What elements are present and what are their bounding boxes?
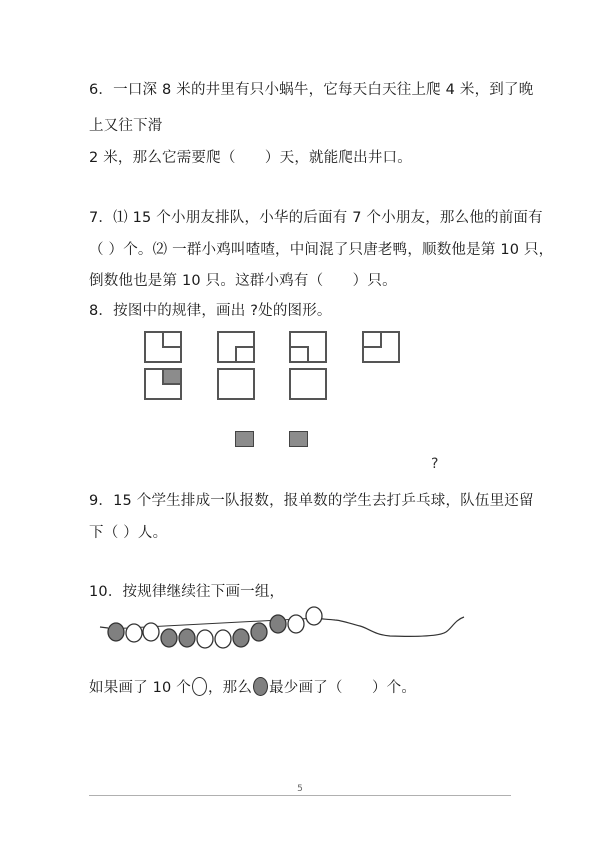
q9-line-2: 下（ ）人。 (89, 525, 168, 541)
gray-circle-icon (253, 677, 268, 696)
q10-text-a: 如果画了 10 个 (89, 680, 191, 696)
q10-text-b: ，那么 (207, 680, 253, 696)
page-number: 5 (297, 784, 303, 794)
bead-gray (179, 629, 195, 647)
bead-white (197, 630, 213, 648)
bead-white (288, 615, 304, 633)
bead-white (143, 623, 159, 641)
footer-divider (89, 795, 511, 796)
q7-line-1: 7．⑴ 15 个小朋友排队，小华的后面有 7 个小朋友，那么他的前面有 (89, 210, 543, 226)
white-circle-icon (192, 677, 207, 696)
q10-line-1: 10．按规律继续往下画一组， (89, 584, 285, 600)
q9-line-1: 9．15 个学生排成一队报数，报单数的学生去打乒乓球，队伍里还留 (89, 493, 534, 509)
bead-white (126, 624, 142, 642)
q6-line-3: 2 米，那么它需要爬（ ）天，就能爬出井口。 (89, 150, 412, 166)
beads (108, 607, 322, 648)
q6-line-2: 上又往下滑 (89, 118, 163, 134)
q10-line-2 (89, 676, 416, 697)
bead-gray (161, 629, 177, 647)
bead-white (306, 607, 322, 625)
bead-gray (270, 615, 286, 633)
bead-gray (108, 623, 124, 641)
bead-gray (233, 629, 249, 647)
bead-white (215, 630, 231, 648)
q7-line-3: 倒数他也是第 10 只。这群小鸡有（ ）只。 (89, 273, 397, 289)
bead-gray (251, 623, 267, 641)
q7-line-2: （ ）个。⑵ 一群小鸡叫喳喳，中间混了只唐老鸭，顺数他是第 10 只， (89, 242, 554, 258)
question-mark: ? (431, 456, 439, 472)
q10-text-c: 最少画了（ ）个。 (269, 680, 417, 696)
q6-line-1: 6．一口深 8 米的井里有只小蜗牛，它每天白天往上爬 4 米，到了晚 (89, 82, 534, 98)
q8-line-1: 8．按图中的规律，画出 ?处的图形。 (89, 303, 332, 319)
